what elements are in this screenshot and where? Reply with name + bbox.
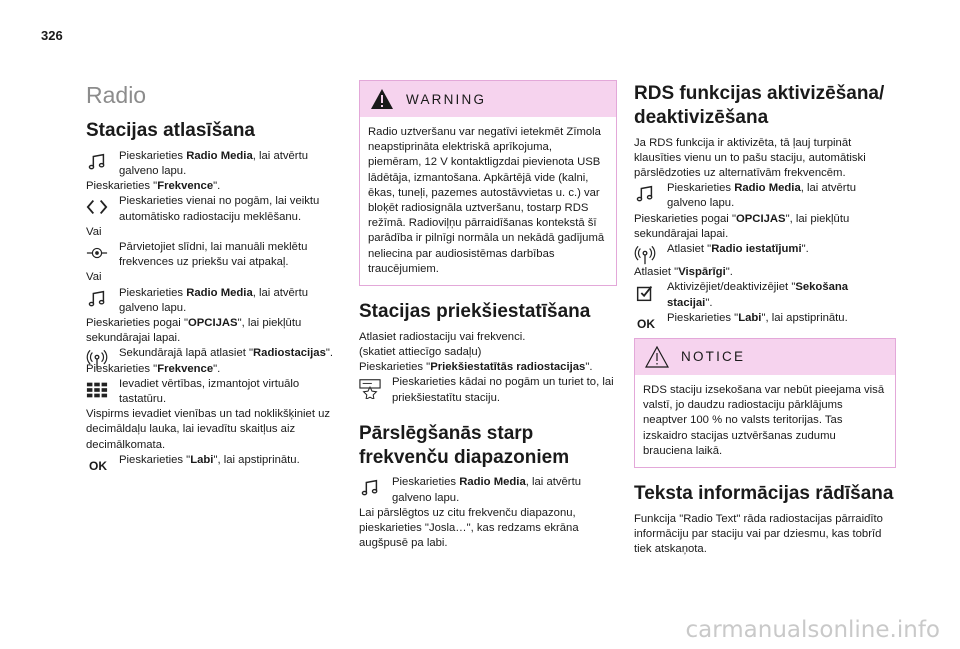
notice-text: RDS staciju izsekošana var nebūt pieejama visā valstī, jo daudzu radiostaciju pārklājums neaptver 100 % no valsts teritorijas. Tas izskaidro stacijas uztvēršanas zudumu brauciena laikā. <box>643 383 885 457</box>
text-band: Lai pārslēgtos uz citu frekvenču diapazonu, pieskarieties "Josla…", kas redzams ekrāna augšpusē pa labi. <box>359 506 579 550</box>
step-radio-media-2: Pieskarieties Radio Media, lai atvērtu galveno lapu. <box>86 286 346 316</box>
warning-header <box>360 81 616 117</box>
text-general: Atlasiet "Vispārīgi". <box>634 266 733 279</box>
step-station-follow: Aktivizējiet/deaktivizējiet "Sekošana stacijai". <box>634 280 896 310</box>
step-radio-media: Pieskarieties Radio Media, lai atvērtu galveno lapu. <box>634 181 896 211</box>
chevron-left-right-icon <box>86 196 110 220</box>
text-options: Pieskarieties pogai "OPCIJAS", lai piekļūtu sekundārajai lapai. <box>86 316 302 345</box>
warning-box <box>359 80 617 286</box>
text-decimal: Vispirms ievadiet vienības un tad noklikšķiniet uz decimāldaļu lauka, lai ievadītu skaitļus aiz decimālkomata. <box>86 408 331 451</box>
notice-label: NOTICE <box>681 349 746 365</box>
text-radio-text: Funkcija "Radio Text" rāda radiostacijas pārraidīto informāciju par staciju vai par dziesmu, kas tobrīd tiek atskaņota. <box>634 512 883 556</box>
notice-header <box>635 339 895 375</box>
text-line: (skatiet attiecīgo sadaļu) <box>359 345 482 358</box>
checkbox-icon <box>634 282 658 306</box>
step-ok: OK Pieskarieties "Labi", lai apstiprinātu. <box>86 453 346 468</box>
step-radiostations: Sekundārajā lapā atlasiet "Radiostacijas". <box>86 346 346 361</box>
step-radio-media: Pieskarieties Radio Media, lai atvērtu galveno lapu. <box>359 475 617 505</box>
radio-tower-icon <box>634 244 658 268</box>
music-note-icon <box>634 183 658 207</box>
column-middle <box>359 80 617 551</box>
step-slider: Pārvietojiet slīdni, lai manuāli meklētu frekvences uz priekšu vai atpakaļ. <box>86 240 346 270</box>
text-line: Pieskarieties "Frekvence". <box>86 362 221 375</box>
section-title: Radio <box>86 82 147 108</box>
watermark: carmanualsonline.info <box>685 617 940 643</box>
music-note-icon <box>86 288 110 312</box>
warning-label: WARNING <box>406 91 487 107</box>
keyboard-icon <box>86 379 110 403</box>
warning-text: Radio uztveršanu var negatīvi ietekmēt Zīmola neapstiprināta elektriskā aprīkojuma, piemēram, 12 V kontaktligzdai pievienota USB lādētāja, izmantošana. Apkārtējā vide (kalni, ēkas, tuneļi, pazemes autostāvvietas u. c.) var bloķēt radiosignāla uztveršanu, tostarp RDS režīmā. Radioviļņu pārraidīšanas kontekstā šī parādība ir pilnīgi normāla un nekādā gadījumā neliecina par audiosistēmas darbības traucējumiem. <box>368 126 605 275</box>
text-or: Vai <box>86 225 102 238</box>
step-ok: OK Pieskarieties "Labi", lai apstiprinātu. <box>634 311 896 326</box>
step-radio-media: Pieskarieties Radio Media, lai atvērtu galveno lapu. <box>86 149 346 179</box>
star-radio-icon <box>359 377 383 401</box>
warning-triangle-icon <box>370 88 394 110</box>
text-rds: Ja RDS funkcija ir aktivizēta, tā ļauj turpināt klausīties vienu un to pašu staciju, automātiski pārslēdzoties uz alternatīvām frekvencēm. <box>634 136 866 179</box>
radio-tower-icon <box>86 348 110 372</box>
notice-triangle-icon <box>645 346 669 368</box>
step-keyboard: Ievadiet vērtības, izmantojot virtuālo tastatūru. <box>86 377 346 407</box>
column-right <box>634 80 896 557</box>
notice-box <box>634 338 896 468</box>
text-or: Vai <box>86 271 102 284</box>
text-line: Pieskarieties "Frekvence". <box>86 180 221 193</box>
slider-target-icon <box>86 242 110 266</box>
step-radio-settings: Atlasiet "Radio iestatījumi". <box>634 242 896 257</box>
heading-bands: Pārslēgšanās starp frekvenču diapazoniem <box>359 422 570 468</box>
text-line: Atlasiet radiostaciju vai frekvenci. <box>359 330 526 343</box>
music-note-icon <box>359 477 383 501</box>
step-preset: Pieskarieties kādai no pogām un turiet to, lai priekšiestatītu staciju. <box>359 375 617 405</box>
heading-rds: RDS funkcijas aktivizēšana/ deaktivizēšana <box>634 83 885 128</box>
page-number: 326 <box>41 28 63 43</box>
music-note-icon <box>86 151 110 175</box>
ok-icon: OK <box>89 458 107 473</box>
step-auto-search: Pieskarieties vienai no pogām, lai veiktu automātisko radiostaciju meklēšanu. <box>86 194 346 224</box>
heading-text-info: Teksta informācijas rādīšana <box>634 482 894 504</box>
heading-presets: Stacijas priekšiestatīšana <box>359 301 591 323</box>
text-line: Pieskarieties "Priekšiestatītās radiostacijas". <box>359 361 593 374</box>
ok-icon: OK <box>637 316 655 331</box>
text-options: Pieskarieties pogai "OPCIJAS", lai piekļūtu sekundārajai lapai. <box>634 212 850 240</box>
column-left <box>86 80 346 473</box>
heading-station-select: Stacijas atlasīšana <box>86 120 255 141</box>
